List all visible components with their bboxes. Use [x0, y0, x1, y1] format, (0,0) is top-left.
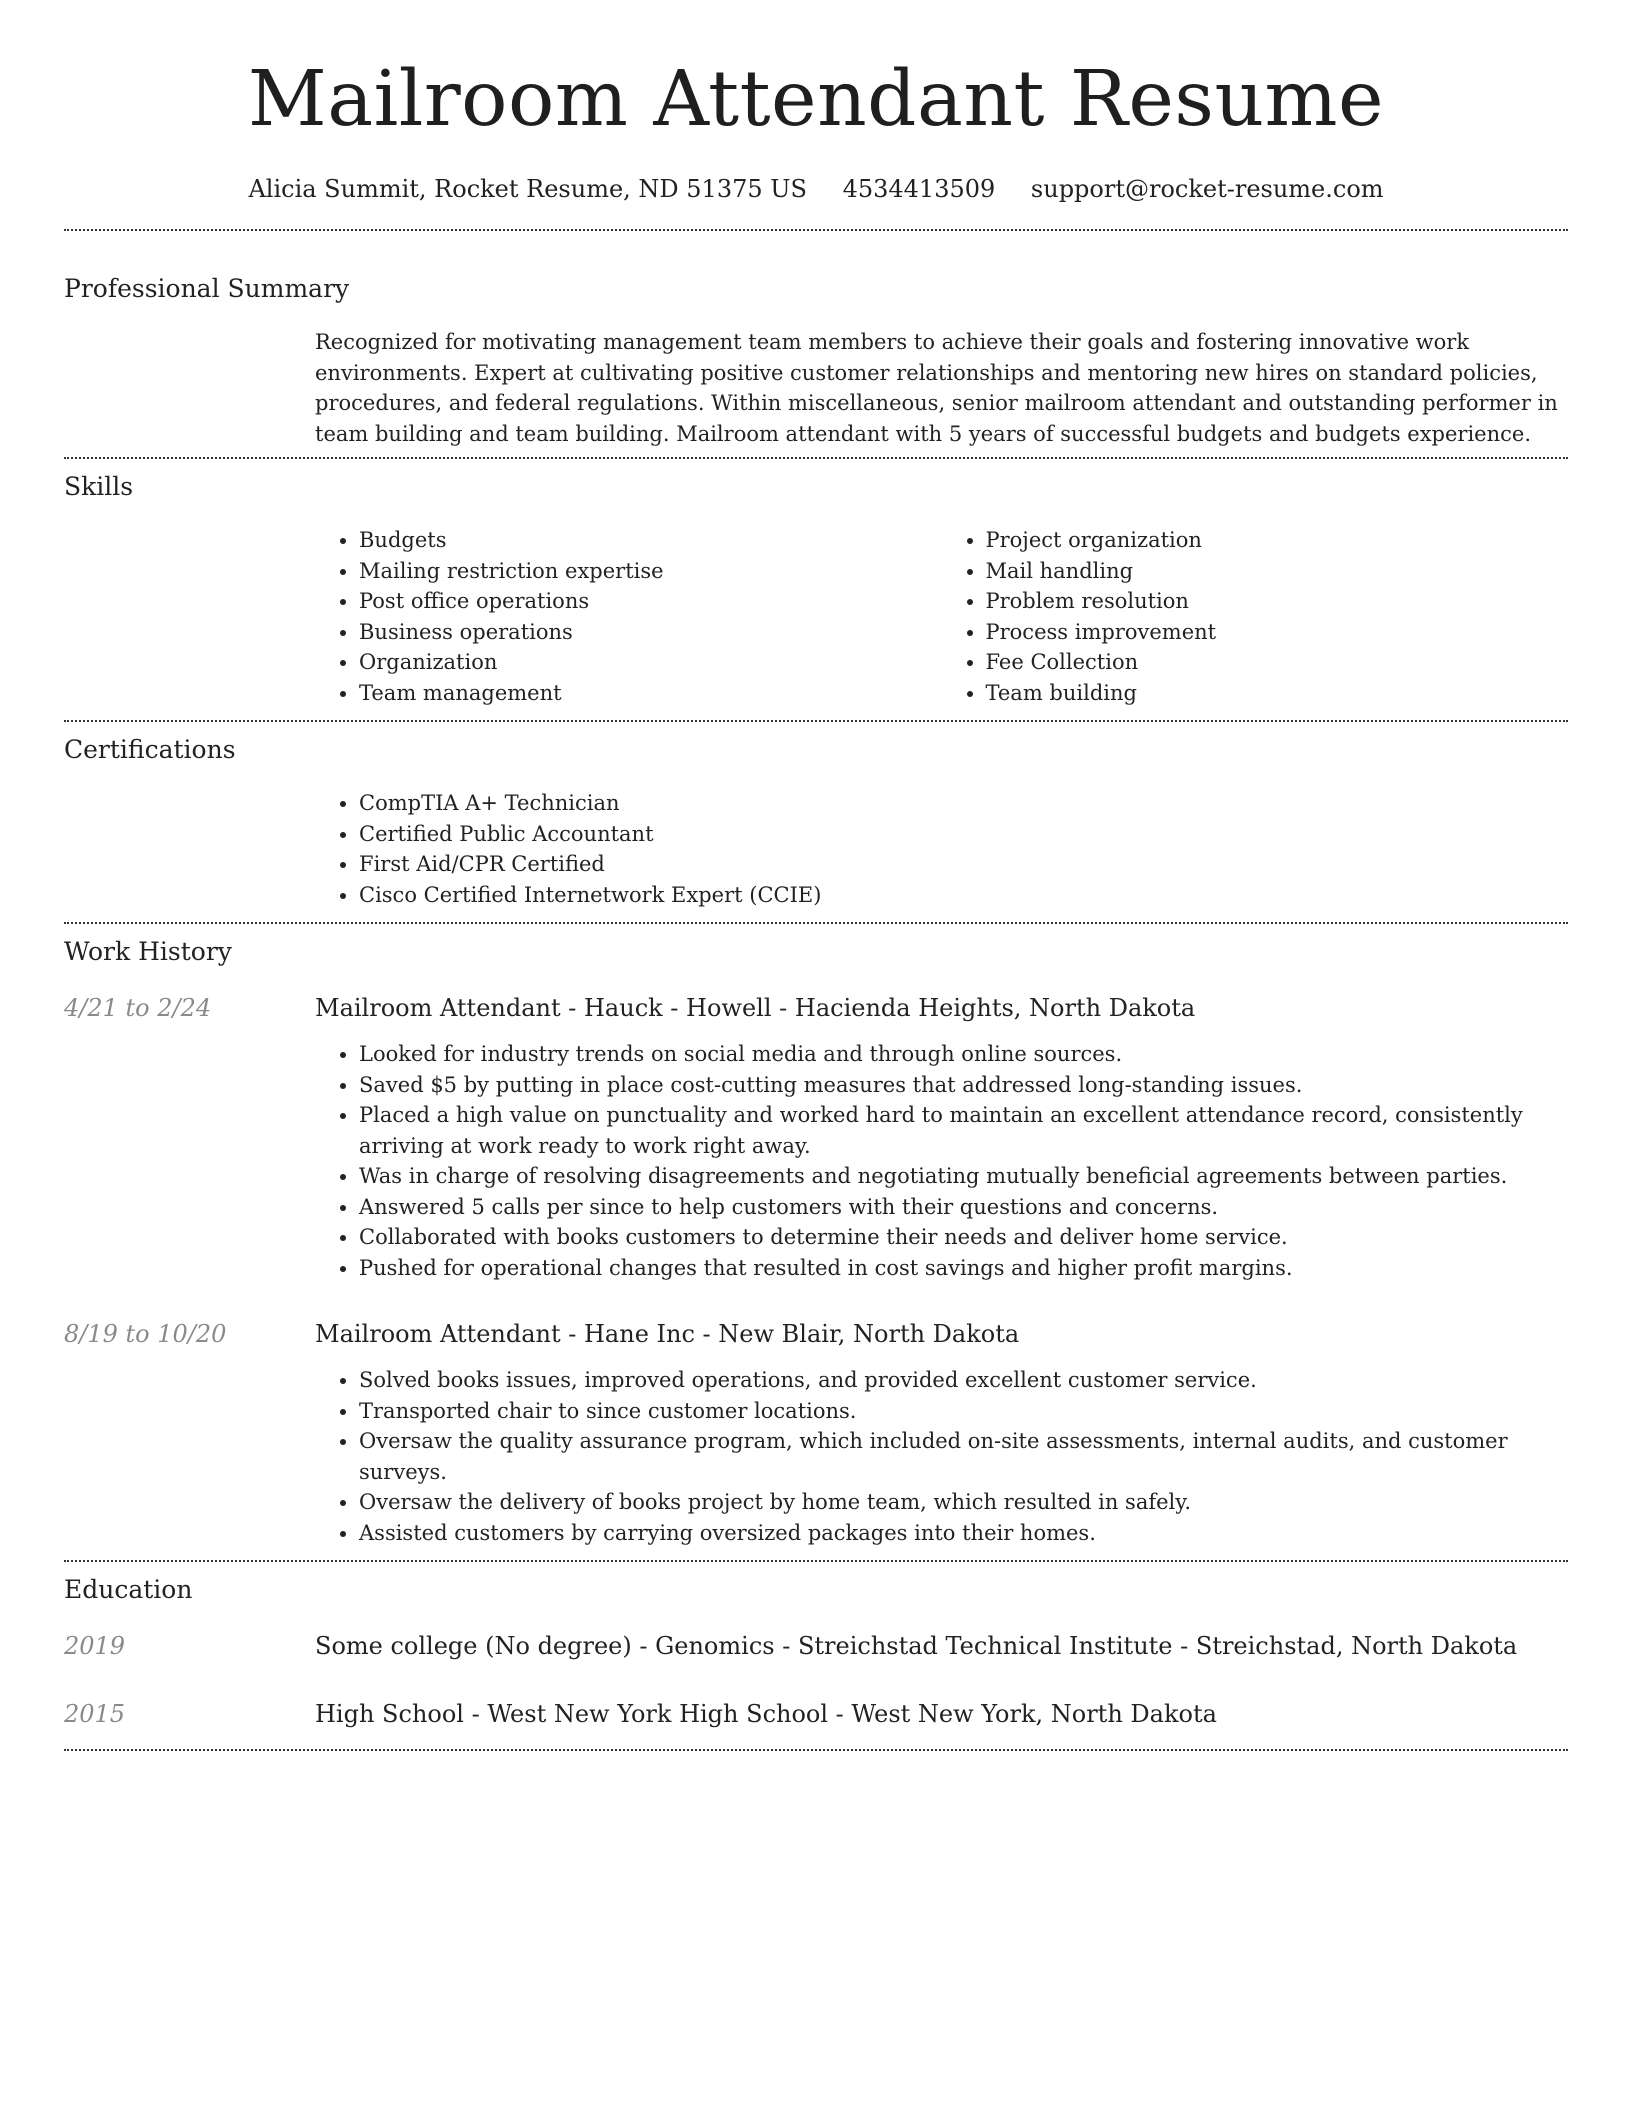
- job-bullets: [315, 1039, 1568, 1283]
- job-dates: 4/21 to 2/24: [64, 994, 212, 1022]
- contact-address: Alicia Summit, Rocket Resume, ND 51375 US: [248, 175, 807, 203]
- list-item: • CompTIA A+ Technician: [359, 788, 1568, 819]
- divider: [64, 457, 1568, 459]
- section-title-certifications: Certifications: [64, 735, 236, 764]
- list-item: • Answered 5 calls per since to help customers with their questions and concerns.: [359, 1192, 1568, 1223]
- section-title-work-history: Work History: [64, 937, 232, 966]
- certifications-list: [315, 788, 1568, 910]
- list-item: • Was in charge of resolving disagreements and negotiating mutually beneficial agreements between parties.: [359, 1161, 1568, 1192]
- divider: [64, 1560, 1568, 1562]
- list-item: • Organization: [359, 647, 942, 678]
- skills-list: [315, 525, 1568, 708]
- section-title-summary: Professional Summary: [64, 274, 350, 303]
- list-item: • Fee Collection: [986, 647, 1569, 678]
- skills-column-right: [942, 525, 1569, 708]
- section-title-skills: Skills: [64, 472, 134, 501]
- list-item: • First Aid/CPR Certified: [359, 849, 1568, 880]
- summary-text: Recognized for motivating management team members to achieve their goals and fostering innovative work environments. Expert at cultivating positive customer relationships and mentoring new hires on standard policies, procedures, and federal regulations. Within miscellaneous, senior mailroom attendant and outstanding performer in team building and team building. Mailroom attendant with 5 years of successful budgets and budgets experience.: [315, 330, 1558, 446]
- list-item: • Placed a high value on punctuality and worked hard to maintain an excellent attendance record, consistently arriving at work ready to work right away.: [359, 1100, 1568, 1161]
- resume-title: Mailroom Attendant Resume: [247, 55, 1385, 144]
- divider: [64, 720, 1568, 722]
- divider: [64, 1749, 1568, 1751]
- education-entry: [64, 1631, 1568, 1661]
- list-item: • Mail handling: [986, 556, 1569, 587]
- list-item: • Problem resolution: [986, 586, 1569, 617]
- list-item: • Process improvement: [986, 617, 1569, 648]
- list-item: • Mailing restriction expertise: [359, 556, 942, 587]
- list-item: • Post office operations: [359, 586, 942, 617]
- list-item: • Pushed for operational changes that resulted in cost savings and higher profit margins.: [359, 1253, 1568, 1284]
- job-title: Mailroom Attendant - Hane Inc - New Blair, North Dakota: [315, 1320, 1020, 1348]
- list-item: • Oversaw the quality assurance program, which included on-site assessments, internal audits, and customer surveys.: [359, 1426, 1568, 1487]
- list-item: • Project organization: [986, 525, 1569, 556]
- education-details: High School - West New York High School - West New York, North Dakota: [315, 1700, 1217, 1728]
- list-item: • Cisco Certified Internetwork Expert (CCIE): [359, 880, 1568, 911]
- list-item: • Team building: [986, 678, 1569, 709]
- list-item: • Budgets: [359, 525, 942, 556]
- list-item: • Saved $5 by putting in place cost-cutting measures that addressed long-standing issues.: [359, 1070, 1568, 1101]
- list-item: • Assisted customers by carrying oversized packages into their homes.: [359, 1518, 1568, 1549]
- list-item: • Oversaw the delivery of books project by home team, which resulted in safely.: [359, 1487, 1568, 1518]
- list-item: • Business operations: [359, 617, 942, 648]
- job-title: Mailroom Attendant - Hauck - Howell - Hacienda Heights, North Dakota: [315, 994, 1196, 1022]
- job-dates: 8/19 to 10/20: [64, 1320, 227, 1348]
- list-item: • Looked for industry trends on social media and through online sources.: [359, 1039, 1568, 1070]
- job-bullets: [315, 1365, 1568, 1548]
- job-entry: [64, 1319, 1568, 1349]
- list-item: • Solved books issues, improved operations, and provided excellent customer service.: [359, 1365, 1568, 1396]
- education-details: Some college (No degree) - Genomics - Streichstad Technical Institute - Streichstad, North Dakota: [315, 1632, 1518, 1660]
- list-item: • Certified Public Accountant: [359, 819, 1568, 850]
- section-title-education: Education: [64, 1575, 193, 1604]
- list-item: • Transported chair to since customer locations.: [359, 1396, 1568, 1427]
- education-year: 2019: [64, 1632, 126, 1660]
- divider: [64, 922, 1568, 924]
- education-entry: [64, 1699, 1568, 1729]
- contact-phone: 4534413509: [842, 175, 996, 203]
- contact-email[interactable]: support@rocket-resume.com: [1030, 175, 1384, 203]
- job-entry: [64, 993, 1568, 1023]
- divider: [64, 229, 1568, 231]
- list-item: • Team management: [359, 678, 942, 709]
- contact-line: [64, 174, 1568, 204]
- education-year: 2015: [64, 1700, 126, 1728]
- list-item: • Collaborated with books customers to determine their needs and deliver home service.: [359, 1222, 1568, 1253]
- skills-column-left: [315, 525, 942, 708]
